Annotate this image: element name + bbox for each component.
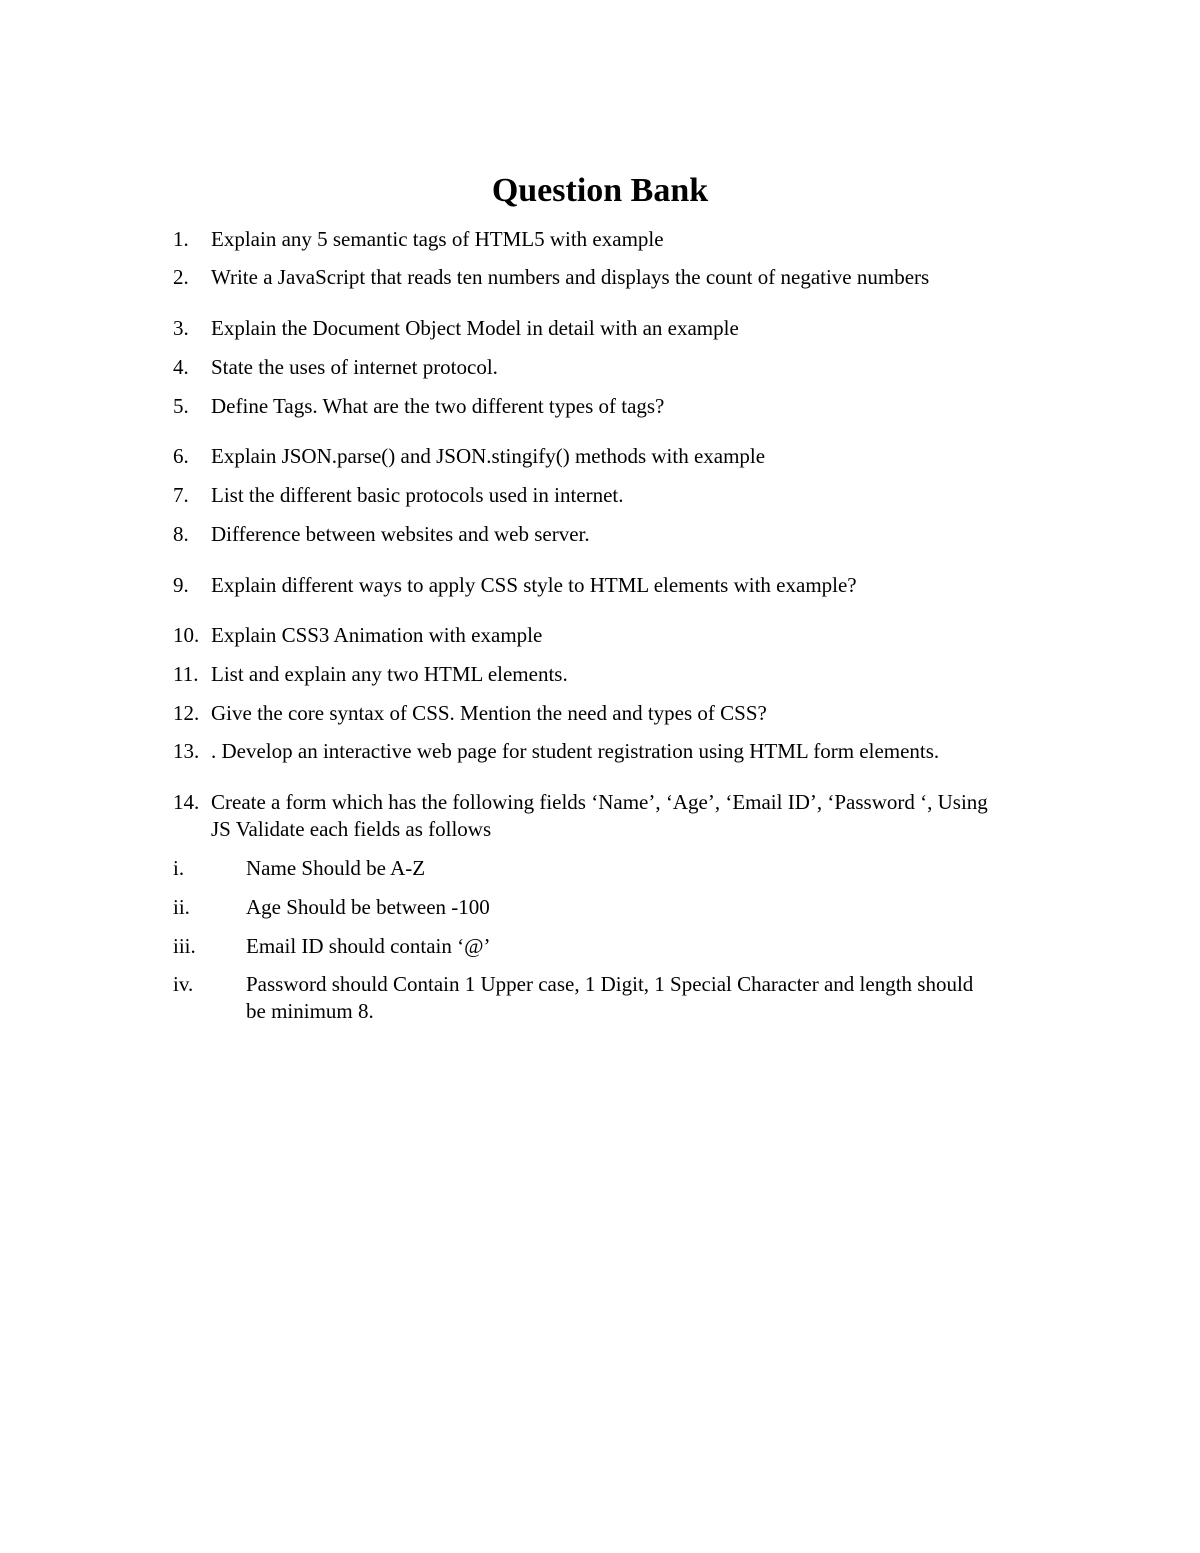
question-number: 8.	[173, 522, 189, 546]
sub-item-text: Name Should be A-Z	[246, 856, 426, 880]
question-number: 2.	[173, 265, 189, 289]
question-text: List and explain any two HTML elements.	[211, 662, 568, 686]
question-number: 4.	[173, 355, 189, 379]
question-text: Write a JavaScript that reads ten numbers and displays the count of negative numbers	[211, 265, 930, 289]
question-number: 7.	[173, 483, 189, 507]
sub-item-number: i.	[173, 856, 185, 880]
sub-item-number: iii.	[173, 934, 196, 958]
sub-item-text-line-2: be minimum 8.	[246, 999, 374, 1023]
question-text-line-2: JS Validate each fields as follows	[211, 817, 492, 841]
question-number: 6.	[173, 444, 189, 468]
question-text: Difference between websites and web server.	[211, 522, 590, 546]
question-text: State the uses of internet protocol.	[211, 355, 498, 379]
question-number: 14.	[173, 790, 200, 814]
question-text: Explain CSS3 Animation with example	[211, 623, 543, 647]
sub-item-text-line-1: Password should Contain 1 Upper case, 1 Digit, 1 Special Character and length should	[246, 972, 974, 996]
question-number: 11.	[173, 662, 199, 686]
question-number: 12.	[173, 701, 200, 725]
question-text-line-1: Create a form which has the following fields ‘Name’, ‘Age’, ‘Email ID’, ‘Password ‘, Using	[211, 790, 988, 814]
question-number: 5.	[173, 394, 189, 418]
sub-item-number: iv.	[173, 972, 194, 996]
sub-item-text: Email ID should contain ‘@’	[246, 934, 491, 958]
question-number: 9.	[173, 573, 189, 597]
question-number: 1.	[173, 227, 189, 251]
question-text: Explain JSON.parse() and JSON.stingify() methods with example	[211, 444, 766, 468]
question-text: . Develop an interactive web page for student registration using HTML form elements.	[211, 739, 940, 763]
question-text: Define Tags. What are the two different types of tags?	[211, 394, 665, 418]
sub-item-text: Age Should be between -100	[246, 895, 490, 919]
question-text: Explain any 5 semantic tags of HTML5 with example	[211, 227, 664, 251]
question-text: Explain different ways to apply CSS style to HTML elements with example?	[211, 573, 857, 597]
sub-item-number: ii.	[173, 895, 190, 919]
question-text: List the different basic protocols used in internet.	[211, 483, 624, 507]
question-text: Explain the Document Object Model in detail with an example	[211, 316, 739, 340]
question-text: Give the core syntax of CSS. Mention the need and types of CSS?	[211, 701, 767, 725]
question-number: 13.	[173, 739, 200, 763]
page-title: Question Bank	[491, 172, 709, 209]
question-number: 10.	[173, 623, 200, 647]
question-number: 3.	[173, 316, 189, 340]
